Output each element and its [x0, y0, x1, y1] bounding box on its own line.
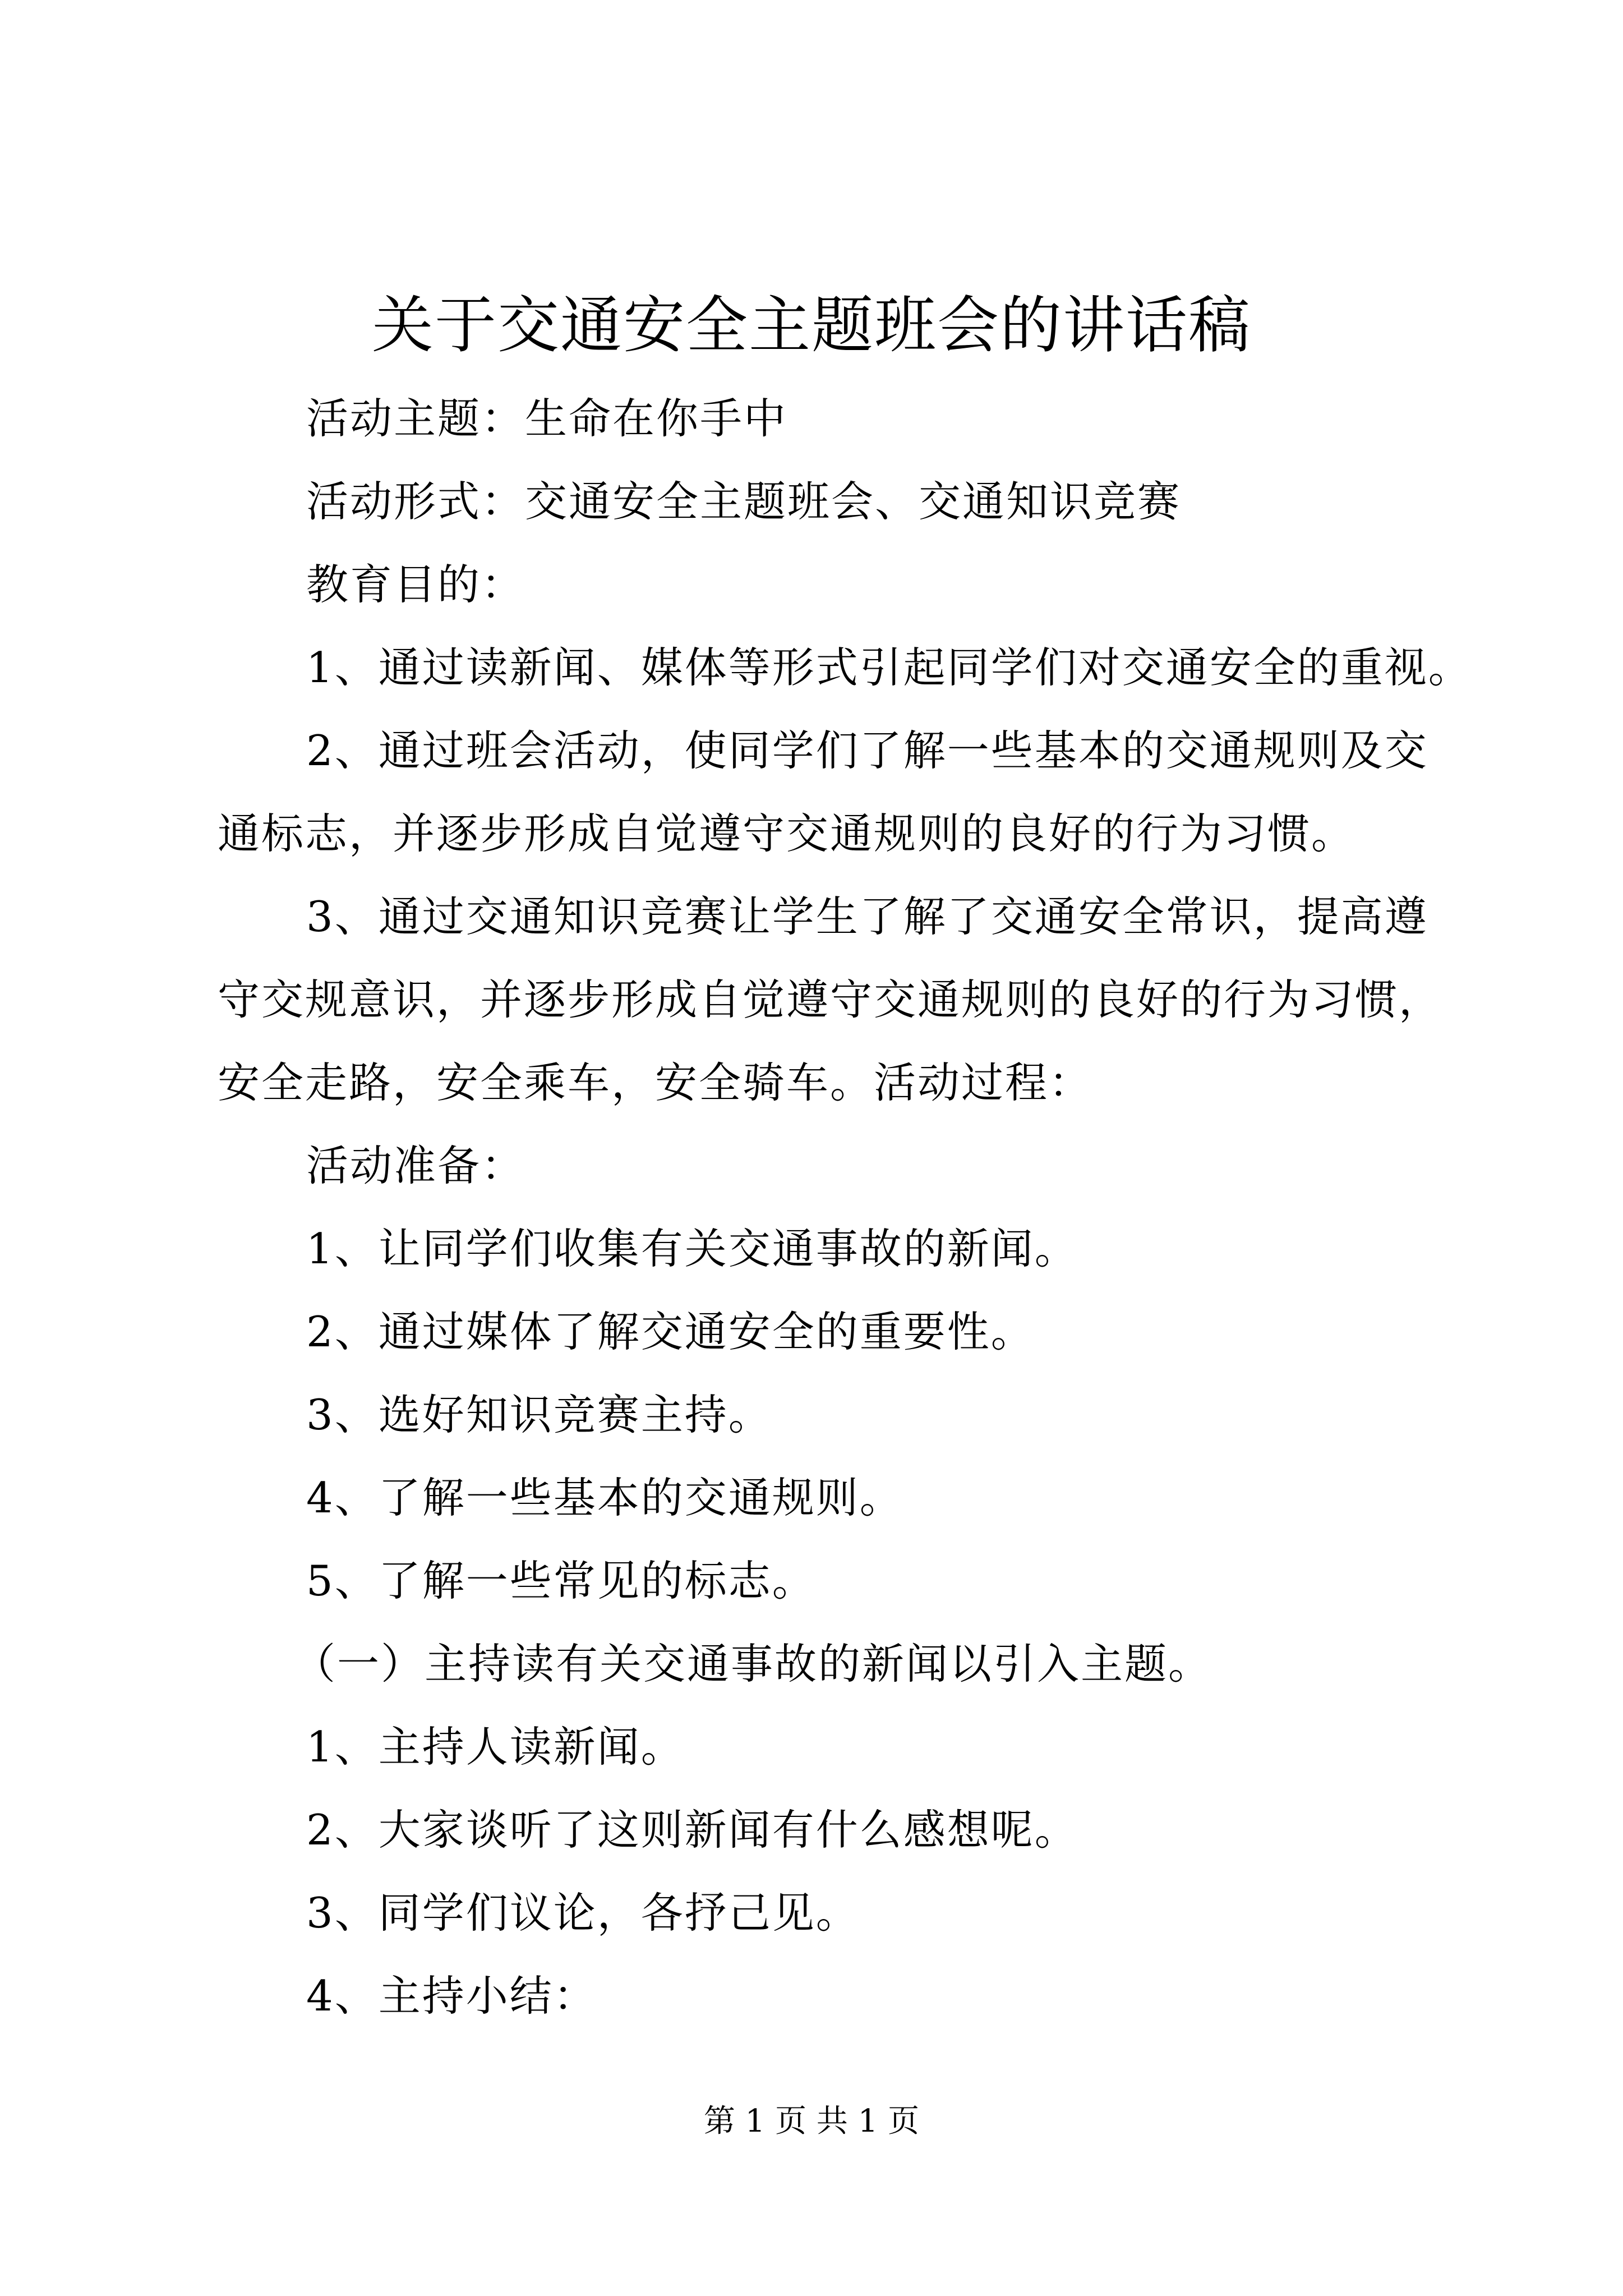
- paragraph-goal-2-line: 2、通过班会活动，使同学们了解一些基本的交通规则及交: [306, 726, 1428, 775]
- paragraph-goal-3-line: 安全走路，安全乘车，安全骑车。活动过程：: [218, 1058, 1093, 1107]
- paragraph-prep-4: 4、了解一些基本的交通规则。: [306, 1473, 903, 1522]
- paragraph-step-3: 3、同学们议论，各抒己见。: [306, 1888, 860, 1938]
- paragraph-prep-5: 5、了解一些常见的标志。: [306, 1556, 816, 1605]
- document-body: [218, 377, 1472, 2037]
- paragraph-activity-theme: 活动主题：生命在你手中: [306, 394, 788, 443]
- paragraph-goal-2-line: 通标志，并逐步形成自觉遵守交通规则的良好的行为习惯。: [218, 809, 1355, 858]
- paragraph-goal-3-line: 3、通过交通知识竞赛让学生了解了交通安全常识，提高遵: [306, 892, 1428, 941]
- paragraph-goal-3: [218, 875, 1443, 1124]
- paragraph-goal-3-line: 守交规意识，并逐步形成自觉遵守交通规则的良好的行为习惯，: [218, 975, 1443, 1024]
- paragraph-goal-2: [218, 709, 1429, 875]
- paragraph-activity-form: 活动形式：交通安全主题班会、交通知识竞赛: [306, 477, 1182, 526]
- paragraph-step-1: 1、主持人读新闻。: [306, 1722, 685, 1772]
- paragraph-step-2: 2、大家谈听了这则新闻有什么感想呢。: [306, 1805, 1078, 1855]
- paragraph-prep-1: 1、让同学们收集有关交通事故的新闻。: [306, 1224, 1078, 1273]
- section-heading-1: （一）主持读有关交通事故的新闻以引入主题。: [293, 1639, 1212, 1688]
- page-footer: 第 1 页 共 1 页: [703, 2103, 920, 2139]
- paragraph-education-goal: 教育目的：: [306, 560, 525, 609]
- paragraph-activity-preparation: 活动准备：: [306, 1141, 525, 1190]
- document-title: 关于交通安全主题班会的讲话稿: [372, 289, 1251, 361]
- paragraph-prep-2: 2、通过媒体了解交通安全的重要性。: [306, 1307, 1035, 1356]
- paragraph-goal-1: 1、通过读新闻、媒体等形式引起同学们对交通安全的重视。: [306, 643, 1472, 692]
- paragraph-prep-3: 3、选好知识竞赛主持。: [306, 1390, 772, 1439]
- paragraph-step-4: 4、主持小结：: [306, 1971, 597, 2021]
